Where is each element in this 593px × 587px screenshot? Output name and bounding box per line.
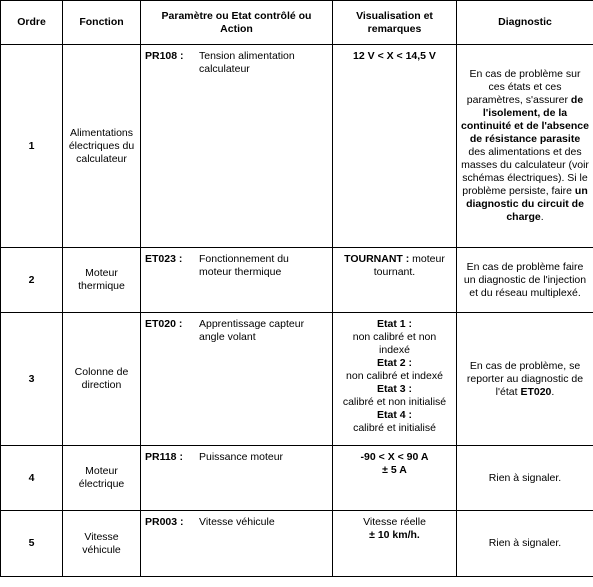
cell-parametre <box>141 511 333 577</box>
param-code: PR118 : <box>145 451 183 463</box>
cell-diagnostic <box>457 313 593 446</box>
cell-visualisation <box>333 446 457 511</box>
cell-diagnostic <box>457 446 593 511</box>
header-fonction: Fonction <box>63 1 141 45</box>
cell-ordre: 3 <box>1 313 63 446</box>
param-code: PR003 : <box>145 516 184 528</box>
diagnostic-segment: Rien à signaler. <box>488 471 562 484</box>
cell-visualisation <box>333 45 457 248</box>
diagnostic-segment: un diagnostic du circuit de charge <box>466 185 588 223</box>
param-label: Fonctionnement du moteur thermique <box>199 253 289 278</box>
visualisation-line: Vitesse réelle <box>363 516 426 528</box>
header-ordre: Ordre <box>1 1 63 45</box>
param-label: Apprentissage capteur angle volant <box>199 318 305 343</box>
diagnostic-segment: . <box>551 385 555 398</box>
header-row <box>1 1 593 45</box>
cell-fonction: Alimentations électriques du calculateur <box>63 45 141 248</box>
cell-ordre: 4 <box>1 446 63 511</box>
diagnostic-segment: des alimentations et des masses du calculateur (voir schémas électriques). Si le problème persiste, faire <box>461 146 589 197</box>
header-diagnostic: Diagnostic <box>457 1 593 45</box>
visualisation-line: calibré et non initialisé <box>342 396 447 408</box>
param-label: Puissance moteur <box>199 451 284 463</box>
header-parametre: Paramètre ou Etat contrôlé ou Action <box>141 1 333 45</box>
param-code: PR108 : <box>145 50 184 62</box>
header-visualisation: Visualisation et remarques <box>333 1 457 45</box>
param-label: Vitesse véhicule <box>199 516 275 528</box>
visualisation-segment: TOURNANT : <box>344 253 410 265</box>
cell-diagnostic <box>457 248 593 313</box>
table-row <box>1 511 593 577</box>
visualisation-line: Etat 1 : <box>376 318 412 330</box>
visualisation-line: -90 < X < 90 A <box>360 451 429 463</box>
cell-ordre: 2 <box>1 248 63 313</box>
param-code: ET023 : <box>145 253 183 265</box>
diagnostic-segment: de l'isolement, de la continuité et de l'absence de résistance parasite <box>461 94 589 145</box>
visualisation-line: ± 5 A <box>382 464 407 476</box>
cell-fonction: Vitesse véhicule <box>63 511 141 577</box>
visualisation-segment: 12 V < X < 14,5 V <box>353 50 436 62</box>
table-row <box>1 313 593 446</box>
cell-parametre <box>141 248 333 313</box>
cell-ordre: 5 <box>1 511 63 577</box>
cell-visualisation <box>333 248 457 313</box>
table-row <box>1 248 593 313</box>
table-row <box>1 446 593 511</box>
visualisation-segment: moteur tournant. <box>373 253 445 278</box>
diagnostic-segment: . <box>540 211 544 223</box>
visualisation-line: calibré et initialisé <box>353 422 436 434</box>
cell-parametre <box>141 45 333 248</box>
cell-parametre <box>141 446 333 511</box>
diagnostic-segment: Rien à signaler. <box>488 537 562 549</box>
diagnostic-segment: ET020 <box>520 385 552 398</box>
diagnostic-segment: En cas de problème sur ces états et ces paramètres, s'assurer <box>466 68 581 106</box>
cell-ordre: 1 <box>1 45 63 248</box>
cell-visualisation <box>333 511 457 577</box>
cell-diagnostic <box>457 45 593 248</box>
param-code: ET020 : <box>145 318 183 330</box>
visualisation-line: non calibré et indexé <box>346 370 443 382</box>
param-label: Tension alimentation calculateur <box>199 50 295 75</box>
cell-fonction: Moteur thermique <box>63 248 141 313</box>
table-row <box>1 45 593 248</box>
visualisation-line: ± 10 km/h. <box>369 529 420 541</box>
cell-visualisation <box>333 313 457 446</box>
cell-diagnostic <box>457 511 593 577</box>
cell-fonction: Colonne de direction <box>63 313 141 446</box>
visualisation-line: Etat 2 : <box>376 357 412 369</box>
diagnostic-segment: En cas de problème, se reporter au diagnostic de l'état <box>466 359 584 398</box>
diagnostic-segment: En cas de problème faire un diagnostic de l'injection et du réseau multiplexé. <box>463 260 587 299</box>
cell-parametre <box>141 313 333 446</box>
visualisation-line: non calibré et non indexé <box>352 331 437 356</box>
visualisation-line: Etat 3 : <box>376 383 412 395</box>
cell-fonction: Moteur électrique <box>63 446 141 511</box>
visualisation-line: Etat 4 : <box>376 409 412 421</box>
